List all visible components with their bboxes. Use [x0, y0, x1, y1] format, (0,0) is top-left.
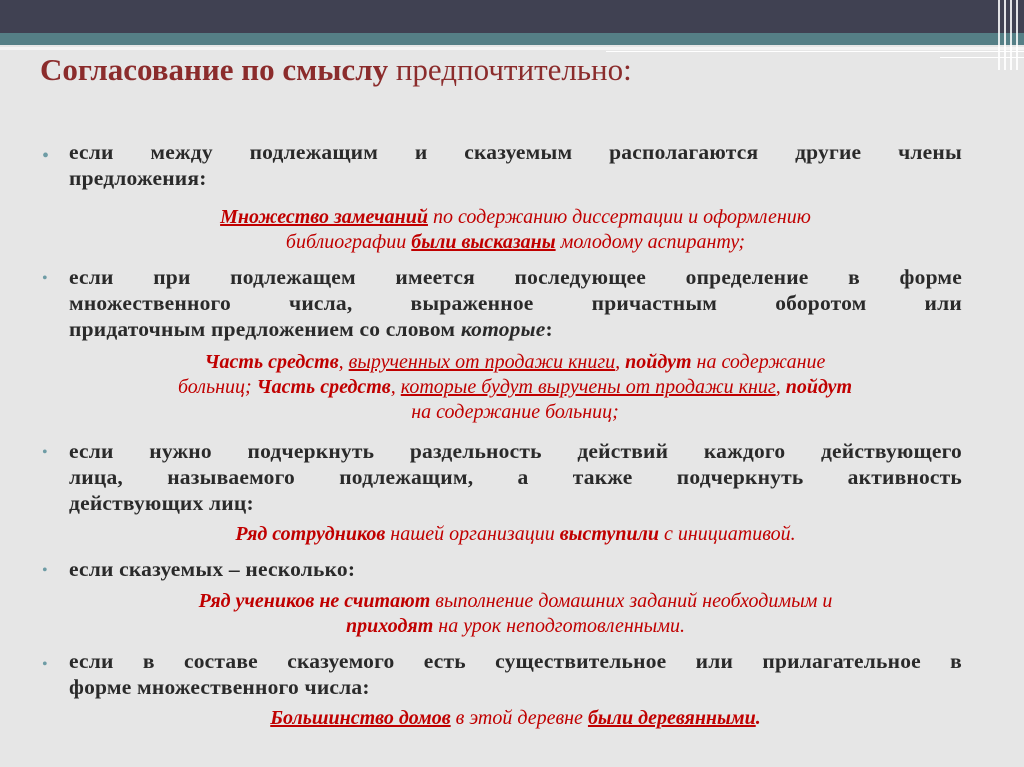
example-4: [69, 589, 962, 639]
example-5-line-1: [69, 706, 962, 731]
example-1: [69, 205, 962, 255]
rule-2-line-3: [69, 316, 962, 342]
rule-1-line-2: предложения:: [69, 166, 207, 190]
rule-2-line-1: если при подлежащем имеется последующее определение в форме: [69, 265, 962, 289]
example-text: ,: [338, 351, 349, 373]
rule-text-2: [69, 264, 962, 342]
example-text: библиографии: [285, 231, 412, 253]
rule-text-4: [69, 556, 962, 582]
example-text: ,: [390, 376, 401, 398]
example-text: .: [755, 707, 761, 729]
example-text: выполнение домашних заданий необходимым и: [430, 590, 833, 612]
rule-text: придаточным предложением со словом: [69, 317, 461, 341]
rule-3-line-2: лица, называемого подлежащим, а также подчеркнуть активность: [69, 465, 962, 489]
rule-5-line-2: форме множественного числа:: [69, 675, 370, 699]
rule-text-1: [69, 139, 962, 191]
header-vertical-bars: [994, 0, 1024, 70]
example-2-line-2: [40, 375, 990, 400]
bullet-icon: •: [42, 145, 50, 167]
example-2-line-1: [40, 350, 990, 375]
example-text: на урок неподготовленными.: [433, 615, 685, 637]
example-clause: которые будут выручены от продажи книг: [400, 376, 776, 398]
rule-4-line-1: если сказуемых – несколько:: [69, 557, 356, 581]
example-5: [69, 706, 962, 731]
example-predicate: выступили: [559, 523, 659, 545]
example-predicate: пойдут: [785, 376, 853, 398]
slide-title-bold: Согласование по смыслу: [40, 52, 389, 87]
header-divider-line: [0, 47, 1024, 50]
example-1-line-1: [69, 205, 962, 230]
example-predicate: были высказаны: [411, 231, 556, 253]
bullet-icon: •: [42, 562, 48, 579]
bullet-icon: •: [42, 656, 48, 673]
rule-3-line-3: действующих лиц:: [69, 491, 254, 515]
bullet-icon: •: [42, 444, 48, 461]
example-subject: Ряд сотрудников: [235, 523, 386, 545]
rule-3-line-1: если нужно подчеркнуть раздельность действий каждого действующего: [69, 439, 962, 463]
example-1-line-2: [69, 230, 962, 255]
example-subject: Часть средств: [204, 351, 339, 373]
example-text: по содержанию диссертации и оформлению: [427, 206, 811, 228]
example-predicate: приходят: [346, 615, 434, 637]
rule-text-3: [69, 438, 962, 516]
example-subject: Часть средств: [256, 376, 391, 398]
header-accent-band: [0, 33, 1024, 45]
example-3: [69, 522, 962, 547]
example-text: молодому аспиранту;: [555, 231, 746, 253]
example-text: в этой деревне: [450, 707, 588, 729]
rule-text-5: [69, 648, 962, 700]
rule-text: :: [545, 317, 553, 341]
example-text: на содержание больниц;: [411, 401, 619, 423]
example-subject: Большинство домов: [270, 707, 451, 729]
rule-2-line-2: множественного числа, выраженное причастным оборотом или: [69, 291, 962, 315]
slide-title: [40, 52, 990, 88]
example-text: на содержание: [691, 351, 826, 373]
example-4-line-1: [69, 589, 962, 614]
example-2: [40, 350, 990, 425]
example-text: больниц;: [177, 376, 257, 398]
example-predicate: были деревянными: [587, 707, 756, 729]
rule-5-line-1: если в составе сказуемого есть существительное или прилагательное в: [69, 649, 962, 673]
bullet-icon: •: [42, 270, 48, 287]
example-4-line-2: [69, 614, 962, 639]
rule-keyword: которые: [460, 317, 546, 341]
header-band: [0, 0, 1024, 33]
example-3-line-1: [69, 522, 962, 547]
rule-1-line-1: если между подлежащим и сказуемым располагаются другие члены: [69, 140, 962, 164]
example-2-line-3: [40, 400, 990, 425]
example-predicate: пойдут: [625, 351, 692, 373]
example-text: ,: [615, 351, 626, 373]
example-participle: вырученных от продажи книги: [348, 351, 616, 373]
example-text: ,: [775, 376, 786, 398]
example-subject: Множество замечаний: [220, 206, 428, 228]
slide-title-rest: предпочтительно:: [395, 52, 632, 87]
example-text: нашей организации: [385, 523, 560, 545]
example-subject: Ряд учеников не считают: [198, 590, 431, 612]
example-text: с инициативой.: [658, 523, 796, 545]
